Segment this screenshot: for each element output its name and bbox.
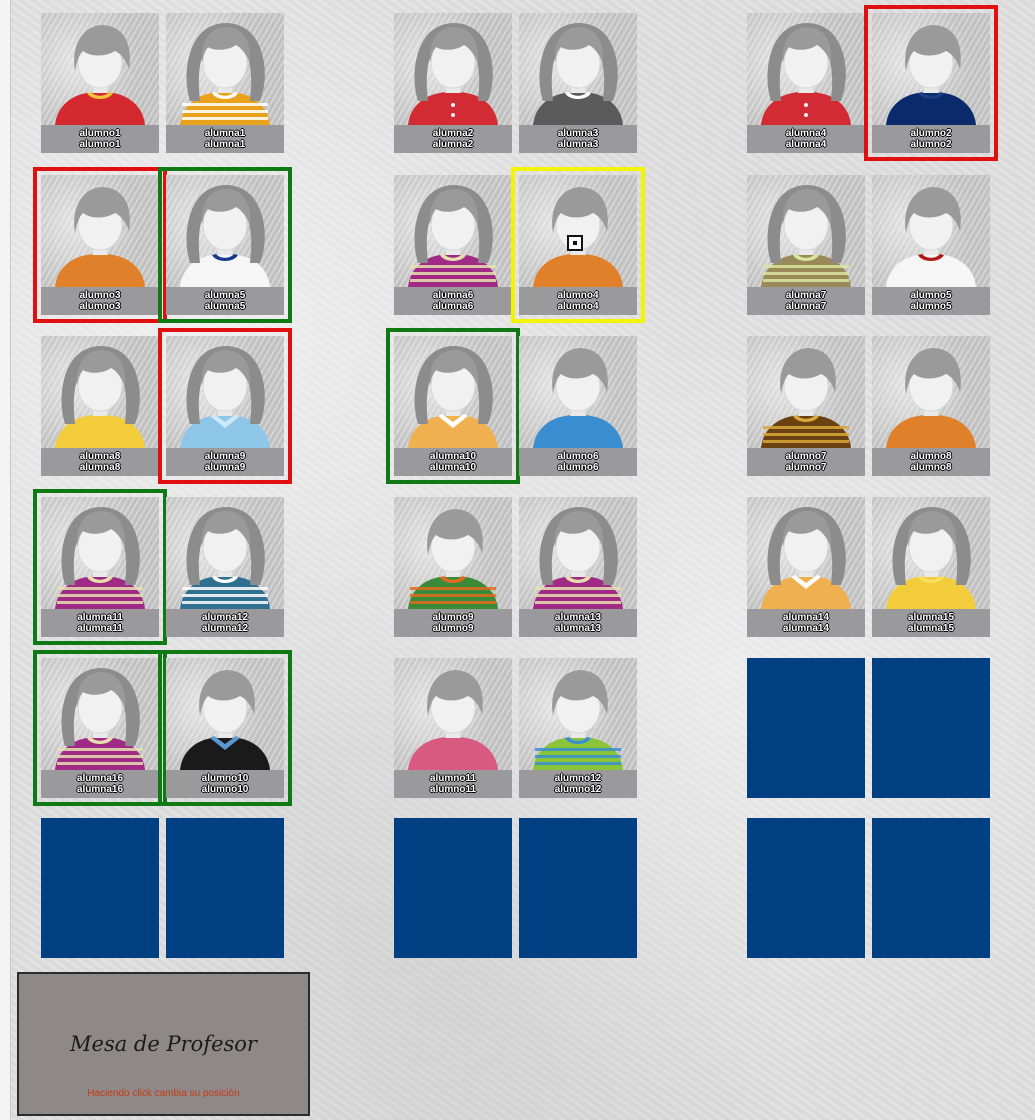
student-seat-alumna7[interactable]	[747, 175, 865, 315]
student-nameplate	[394, 448, 512, 476]
student-name-line2: alumna11	[77, 623, 123, 634]
girl-avatar-icon	[41, 497, 159, 609]
boy-avatar-icon	[519, 175, 637, 287]
student-name-line1: alumna6	[432, 290, 474, 301]
girl-avatar-icon	[166, 336, 284, 448]
girl-avatar-icon	[166, 13, 284, 125]
student-name-line2: alumna3	[557, 139, 599, 150]
student-nameplate	[394, 287, 512, 315]
student-name-line2: alumno7	[785, 462, 827, 473]
girl-avatar-icon	[747, 175, 865, 287]
student-seat-alumna12[interactable]	[166, 497, 284, 637]
student-name-line1: alumna10	[429, 451, 477, 462]
student-name-line2: alumna16	[76, 784, 124, 795]
student-nameplate	[519, 770, 637, 798]
student-seat-alumno5[interactable]	[872, 175, 990, 315]
student-name-line2: alumna5	[204, 301, 246, 312]
student-seat-alumno1[interactable]	[41, 13, 159, 153]
student-name-line2: alumna15	[907, 623, 955, 634]
student-name-line1: alumno3	[79, 290, 121, 301]
empty-seat[interactable]	[747, 658, 865, 798]
student-name-line2: alumno10	[201, 784, 249, 795]
student-seat-alumno12[interactable]	[519, 658, 637, 798]
student-seat-alumna3[interactable]	[519, 13, 637, 153]
girl-avatar-icon	[394, 336, 512, 448]
student-name-line1: alumna11	[77, 612, 123, 623]
student-name-line1: alumno10	[201, 773, 249, 784]
student-nameplate	[394, 770, 512, 798]
student-seat-alumno10[interactable]	[166, 658, 284, 798]
student-nameplate	[166, 125, 284, 153]
student-nameplate	[41, 125, 159, 153]
student-seat-alumna10[interactable]	[394, 336, 512, 476]
empty-seat[interactable]	[872, 818, 990, 958]
student-name-line2: alumna4	[785, 139, 827, 150]
student-name-line2: alumno2	[910, 139, 952, 150]
student-name-line2: alumno4	[557, 301, 599, 312]
student-seat-alumno3[interactable]	[41, 175, 159, 315]
student-seat-alumno7[interactable]	[747, 336, 865, 476]
boy-avatar-icon	[872, 336, 990, 448]
student-nameplate	[872, 287, 990, 315]
girl-avatar-icon	[394, 175, 512, 287]
student-seat-alumna1[interactable]	[166, 13, 284, 153]
student-name-line2: alumno8	[910, 462, 952, 473]
student-name-line2: alumno1	[79, 139, 121, 150]
student-seat-alumna2[interactable]	[394, 13, 512, 153]
teacher-desk[interactable]	[17, 972, 310, 1116]
student-name-line1: alumna13	[554, 612, 602, 623]
student-seat-alumno6[interactable]	[519, 336, 637, 476]
student-nameplate	[747, 609, 865, 637]
student-name-line1: alumno7	[785, 451, 827, 462]
boy-avatar-icon	[166, 658, 284, 770]
student-seat-alumna4[interactable]	[747, 13, 865, 153]
student-nameplate	[519, 448, 637, 476]
student-nameplate	[872, 125, 990, 153]
student-name-line2: alumna13	[554, 623, 602, 634]
student-name-line1: alumna14	[782, 612, 830, 623]
student-nameplate	[394, 125, 512, 153]
student-seat-alumna15[interactable]	[872, 497, 990, 637]
student-name-line2: alumna9	[204, 462, 246, 473]
student-name-line1: alumna15	[907, 612, 955, 623]
student-name-line1: alumna8	[79, 451, 121, 462]
girl-avatar-icon	[166, 175, 284, 287]
girl-avatar-icon	[166, 497, 284, 609]
student-name-line1: alumno8	[910, 451, 952, 462]
student-name-line2: alumno9	[432, 623, 474, 634]
boy-avatar-icon	[872, 175, 990, 287]
student-name-line2: alumna14	[782, 623, 830, 634]
mouse-cursor-icon	[567, 235, 583, 251]
girl-avatar-icon	[394, 13, 512, 125]
student-nameplate	[166, 770, 284, 798]
student-nameplate	[41, 287, 159, 315]
student-name-line1: alumna9	[204, 451, 246, 462]
student-name-line2: alumno11	[429, 784, 477, 795]
student-name-line2: alumna7	[785, 301, 827, 312]
student-seat-alumno2[interactable]	[872, 13, 990, 153]
student-seat-alumna6[interactable]	[394, 175, 512, 315]
student-nameplate	[872, 448, 990, 476]
student-seat-alumno8[interactable]	[872, 336, 990, 476]
student-name-line1: alumna3	[557, 128, 599, 139]
student-name-line1: alumna12	[201, 612, 249, 623]
student-name-line2: alumno6	[557, 462, 599, 473]
boy-avatar-icon	[41, 175, 159, 287]
student-nameplate	[747, 125, 865, 153]
student-nameplate	[747, 287, 865, 315]
student-name-line1: alumna2	[432, 128, 474, 139]
student-name-line1: alumna4	[785, 128, 827, 139]
student-seat-alumno9[interactable]	[394, 497, 512, 637]
boy-avatar-icon	[519, 336, 637, 448]
student-nameplate	[747, 448, 865, 476]
empty-seat[interactable]	[747, 818, 865, 958]
student-nameplate	[166, 287, 284, 315]
student-nameplate	[872, 609, 990, 637]
student-name-line2: alumno3	[79, 301, 121, 312]
student-nameplate	[41, 770, 159, 798]
student-name-line1: alumno2	[910, 128, 952, 139]
student-seat-alumna11[interactable]	[41, 497, 159, 637]
student-name-line1: alumno9	[432, 612, 474, 623]
student-nameplate	[394, 609, 512, 637]
girl-avatar-icon	[872, 497, 990, 609]
student-seat-alumna5[interactable]	[166, 175, 284, 315]
boy-avatar-icon	[872, 13, 990, 125]
student-name-line2: alumno5	[910, 301, 952, 312]
student-name-line1: alumno4	[557, 290, 599, 301]
empty-seat[interactable]	[166, 818, 284, 958]
student-name-line1: alumno5	[910, 290, 952, 301]
student-name-line1: alumna1	[204, 128, 246, 139]
student-seat-alumna16[interactable]	[41, 658, 159, 798]
student-name-line1: alumna5	[204, 290, 246, 301]
girl-avatar-icon	[41, 658, 159, 770]
teacher-desk-title: Mesa de Profesor	[70, 1032, 257, 1056]
student-name-line1: alumno6	[557, 451, 599, 462]
student-nameplate	[519, 609, 637, 637]
girl-avatar-icon	[747, 13, 865, 125]
student-nameplate	[519, 287, 637, 315]
boy-avatar-icon	[519, 658, 637, 770]
boy-avatar-icon	[41, 13, 159, 125]
boy-avatar-icon	[747, 336, 865, 448]
empty-seat[interactable]	[519, 818, 637, 958]
student-nameplate	[166, 609, 284, 637]
student-seat-alumna14[interactable]	[747, 497, 865, 637]
girl-avatar-icon	[519, 497, 637, 609]
girl-avatar-icon	[41, 336, 159, 448]
girl-avatar-icon	[747, 497, 865, 609]
student-name-line2: alumno12	[554, 784, 602, 795]
student-seat-alumna9[interactable]	[166, 336, 284, 476]
student-nameplate	[519, 125, 637, 153]
student-name-line1: alumno11	[429, 773, 477, 784]
empty-seat[interactable]	[872, 658, 990, 798]
empty-seat[interactable]	[394, 818, 512, 958]
student-seat-alumna8[interactable]	[41, 336, 159, 476]
student-name-line2: alumna12	[201, 623, 249, 634]
teacher-desk-hint: Haciendo click cambia su posición	[87, 1088, 240, 1099]
empty-seat[interactable]	[41, 818, 159, 958]
student-name-line1: alumna16	[76, 773, 124, 784]
student-nameplate	[41, 448, 159, 476]
student-name-line2: alumna8	[79, 462, 121, 473]
student-seat-alumna13[interactable]	[519, 497, 637, 637]
boy-avatar-icon	[394, 497, 512, 609]
girl-avatar-icon	[519, 13, 637, 125]
student-name-line2: alumna6	[432, 301, 474, 312]
student-name-line1: alumno1	[79, 128, 121, 139]
student-name-line2: alumna10	[429, 462, 477, 473]
student-name-line2: alumna2	[432, 139, 474, 150]
student-nameplate	[41, 609, 159, 637]
student-name-line2: alumna1	[204, 139, 246, 150]
student-seat-alumno11[interactable]	[394, 658, 512, 798]
student-name-line1: alumno12	[554, 773, 602, 784]
student-name-line1: alumna7	[785, 290, 827, 301]
boy-avatar-icon	[394, 658, 512, 770]
student-nameplate	[166, 448, 284, 476]
